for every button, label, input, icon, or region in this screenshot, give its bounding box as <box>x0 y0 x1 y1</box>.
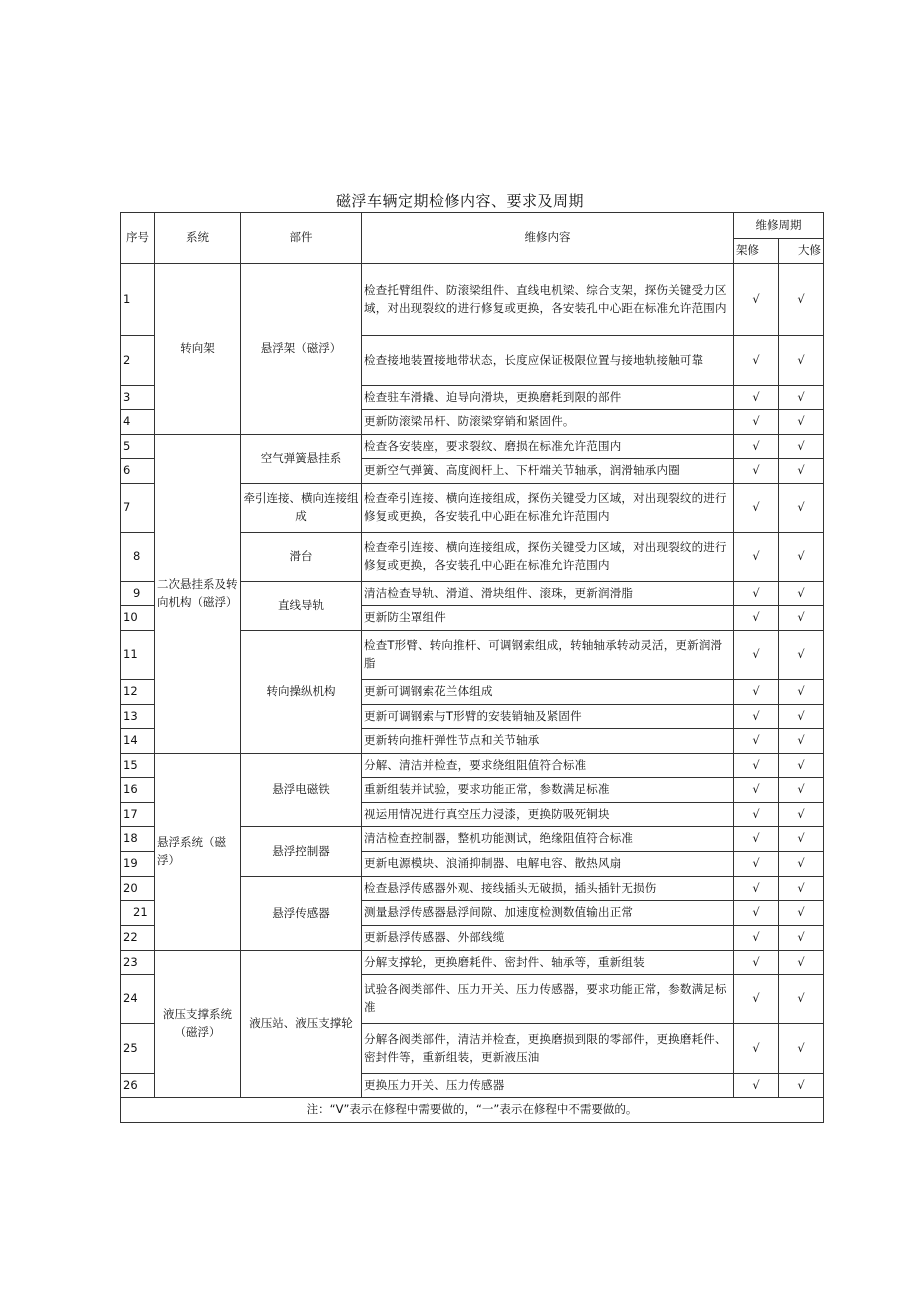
overhaul-check: √ <box>779 606 824 631</box>
frame-repair-check: √ <box>734 729 779 754</box>
overhaul-check: √ <box>779 852 824 877</box>
system-cell: 液压支撑系统（磁浮） <box>155 951 241 1098</box>
maintenance-content: 更新空气弹簧、高度阀杆上、下杆端关节轴承，润滑轴承内圈 <box>362 459 734 484</box>
maintenance-content: 检查牵引连接、横向连接组成，探伤关键受力区域，对出现裂纹的进行修复或更换，各安装孔中心距在标准允许范围内 <box>362 484 734 533</box>
header-frame-repair: 架修 <box>734 239 779 264</box>
system-cell: 二次悬挂系及转向机构（磁浮） <box>155 435 241 754</box>
frame-repair-check: √ <box>734 926 779 951</box>
frame-repair-check: √ <box>734 1074 779 1098</box>
frame-repair-check: √ <box>734 410 779 435</box>
frame-repair-check: √ <box>734 582 779 606</box>
maintenance-content: 检查驻车滑撬、迫导向滑块，更换磨耗到限的部件 <box>362 386 734 410</box>
frame-repair-check: √ <box>734 852 779 877</box>
part-cell: 直线导轨 <box>241 582 362 631</box>
maintenance-content: 视运用情况进行真空压力浸漆，更换防吸死铜块 <box>362 803 734 827</box>
frame-repair-check: √ <box>734 754 779 778</box>
overhaul-check: √ <box>779 680 824 705</box>
overhaul-check: √ <box>779 410 824 435</box>
maintenance-content: 重新组装并试验，要求功能正常，参数满足标准 <box>362 778 734 803</box>
frame-repair-check: √ <box>734 1024 779 1074</box>
row-number: 15 <box>121 754 155 778</box>
maintenance-content: 检查托臂组件、防滚梁组件、直线电机梁、综合支架，探伤关键受力区域，对出现裂纹的进行修复或更换，各安装孔中心距在标准允许范围内 <box>362 264 734 336</box>
row-number: 10 <box>121 606 155 631</box>
overhaul-check: √ <box>779 827 824 852</box>
header-cycle: 维修周期 <box>734 213 824 239</box>
part-cell: 滑台 <box>241 533 362 582</box>
maintenance-content: 检查T形臂、转向推杆、可调钢索组成，转轴轴承转动灵活，更新润滑脂 <box>362 631 734 680</box>
maintenance-content: 分解各阀类部件，清洁并检查，更换磨损到限的零部件，更换磨耗件、密封件等，重新组装，更新液压油 <box>362 1024 734 1074</box>
overhaul-check: √ <box>779 1024 824 1074</box>
row-number: 12 <box>121 680 155 705</box>
maintenance-content: 更新可调钢索与T形臂的安装销轴及紧固件 <box>362 705 734 729</box>
row-number: 23 <box>121 951 155 975</box>
maintenance-content: 试验各阀类部件、压力开关、压力传感器，要求功能正常，参数满足标准 <box>362 975 734 1024</box>
note-row <box>121 1098 824 1123</box>
overhaul-check: √ <box>779 459 824 484</box>
frame-repair-check: √ <box>734 901 779 926</box>
part-cell: 悬浮电磁铁 <box>241 754 362 827</box>
maintenance-content: 分解支撑轮，更换磨耗件、密封件、轴承等，重新组装 <box>362 951 734 975</box>
overhaul-check: √ <box>779 386 824 410</box>
header-seq: 序号 <box>121 213 155 264</box>
row-number: 26 <box>121 1074 155 1098</box>
overhaul-check: √ <box>779 631 824 680</box>
frame-repair-check: √ <box>734 877 779 901</box>
part-cell: 悬浮控制器 <box>241 827 362 877</box>
table-row <box>121 754 824 778</box>
overhaul-check: √ <box>779 582 824 606</box>
overhaul-check: √ <box>779 926 824 951</box>
maintenance-table <box>120 212 824 1123</box>
header-system: 系统 <box>155 213 241 264</box>
row-number: 4 <box>121 410 155 435</box>
overhaul-check: √ <box>779 975 824 1024</box>
row-number: 14 <box>121 729 155 754</box>
row-number: 6 <box>121 459 155 484</box>
maintenance-content: 更新可调钢索花兰体组成 <box>362 680 734 705</box>
maintenance-content: 更新转向推杆弹性节点和关节轴承 <box>362 729 734 754</box>
table-row <box>121 435 824 459</box>
overhaul-check: √ <box>779 901 824 926</box>
row-number: 11 <box>121 631 155 680</box>
part-cell: 空气弹簧悬挂系 <box>241 435 362 484</box>
overhaul-check: √ <box>779 951 824 975</box>
maintenance-content: 检查牵引连接、横向连接组成，探伤关键受力区域，对出现裂纹的进行修复或更换，各安装孔中心距在标准允许范围内 <box>362 533 734 582</box>
row-number: 1 <box>121 264 155 336</box>
maintenance-content: 更换压力开关、压力传感器 <box>362 1074 734 1098</box>
maintenance-content: 清洁检查导轨、滑道、滑块组件、滚珠，更新润滑脂 <box>362 582 734 606</box>
header-content: 维修内容 <box>362 213 734 264</box>
frame-repair-check: √ <box>734 386 779 410</box>
overhaul-check: √ <box>779 803 824 827</box>
frame-repair-check: √ <box>734 606 779 631</box>
frame-repair-check: √ <box>734 264 779 336</box>
maintenance-content: 检查接地装置接地带状态，长度应保证极限位置与接地轨接触可靠 <box>362 336 734 386</box>
overhaul-check: √ <box>779 754 824 778</box>
maintenance-content: 测量悬浮传感器悬浮间隙、加速度检测数值输出正常 <box>362 901 734 926</box>
row-number: 18 <box>121 827 155 852</box>
frame-repair-check: √ <box>734 631 779 680</box>
part-cell: 悬浮架（磁浮） <box>241 264 362 435</box>
overhaul-check: √ <box>779 705 824 729</box>
frame-repair-check: √ <box>734 975 779 1024</box>
maintenance-content: 更新防滚梁吊杆、防滚梁穿销和紧固件。 <box>362 410 734 435</box>
maintenance-content: 更新电源模块、浪涌抑制器、电解电容、散热风扇 <box>362 852 734 877</box>
table-row <box>121 264 824 336</box>
maintenance-content: 更新防尘罩组件 <box>362 606 734 631</box>
maintenance-content: 检查悬浮传感器外观、接线插头无破损，插头插针无损伤 <box>362 877 734 901</box>
row-number: 9 <box>121 582 155 606</box>
frame-repair-check: √ <box>734 827 779 852</box>
table-note: 注：“V”表示在修程中需要做的，“一”表示在修程中不需要做的。 <box>121 1098 824 1123</box>
row-number: 21 <box>121 901 155 926</box>
overhaul-check: √ <box>779 1074 824 1098</box>
maintenance-content: 更新悬浮传感器、外部线缆 <box>362 926 734 951</box>
frame-repair-check: √ <box>734 459 779 484</box>
row-number: 2 <box>121 336 155 386</box>
frame-repair-check: √ <box>734 484 779 533</box>
part-cell: 悬浮传感器 <box>241 877 362 951</box>
header-row <box>121 213 824 239</box>
overhaul-check: √ <box>779 877 824 901</box>
maintenance-content: 检查各安装座，要求裂纹、磨损在标准允许范围内 <box>362 435 734 459</box>
overhaul-check: √ <box>779 336 824 386</box>
row-number: 13 <box>121 705 155 729</box>
overhaul-check: √ <box>779 778 824 803</box>
system-cell: 转向架 <box>155 264 241 435</box>
frame-repair-check: √ <box>734 778 779 803</box>
row-number: 3 <box>121 386 155 410</box>
row-number: 25 <box>121 1024 155 1074</box>
frame-repair-check: √ <box>734 951 779 975</box>
table-row <box>121 951 824 975</box>
overhaul-check: √ <box>779 484 824 533</box>
overhaul-check: √ <box>779 264 824 336</box>
overhaul-check: √ <box>779 435 824 459</box>
frame-repair-check: √ <box>734 435 779 459</box>
document-title: 磁浮车辆定期检修内容、要求及周期 <box>335 192 584 210</box>
maintenance-content: 分解、清洁并检查，要求绕组阻值符合标准 <box>362 754 734 778</box>
row-number: 22 <box>121 926 155 951</box>
row-number: 17 <box>121 803 155 827</box>
part-cell: 转向操纵机构 <box>241 631 362 754</box>
row-number: 20 <box>121 877 155 901</box>
system-cell: 悬浮系统（磁浮） <box>155 754 241 951</box>
overhaul-check: √ <box>779 533 824 582</box>
row-number: 7 <box>121 484 155 533</box>
part-cell: 牵引连接、横向连接组成 <box>241 484 362 533</box>
maintenance-content: 清洁检查控制器，整机功能测试，绝缘阻值符合标准 <box>362 827 734 852</box>
row-number: 5 <box>121 435 155 459</box>
part-cell: 液压站、液压支撑轮 <box>241 951 362 1098</box>
frame-repair-check: √ <box>734 336 779 386</box>
frame-repair-check: √ <box>734 705 779 729</box>
row-number: 8 <box>121 533 155 582</box>
header-overhaul: 大修 <box>779 239 824 264</box>
row-number: 24 <box>121 975 155 1024</box>
frame-repair-check: √ <box>734 533 779 582</box>
frame-repair-check: √ <box>734 680 779 705</box>
frame-repair-check: √ <box>734 803 779 827</box>
row-number: 19 <box>121 852 155 877</box>
header-part: 部件 <box>241 213 362 264</box>
row-number: 16 <box>121 778 155 803</box>
overhaul-check: √ <box>779 729 824 754</box>
